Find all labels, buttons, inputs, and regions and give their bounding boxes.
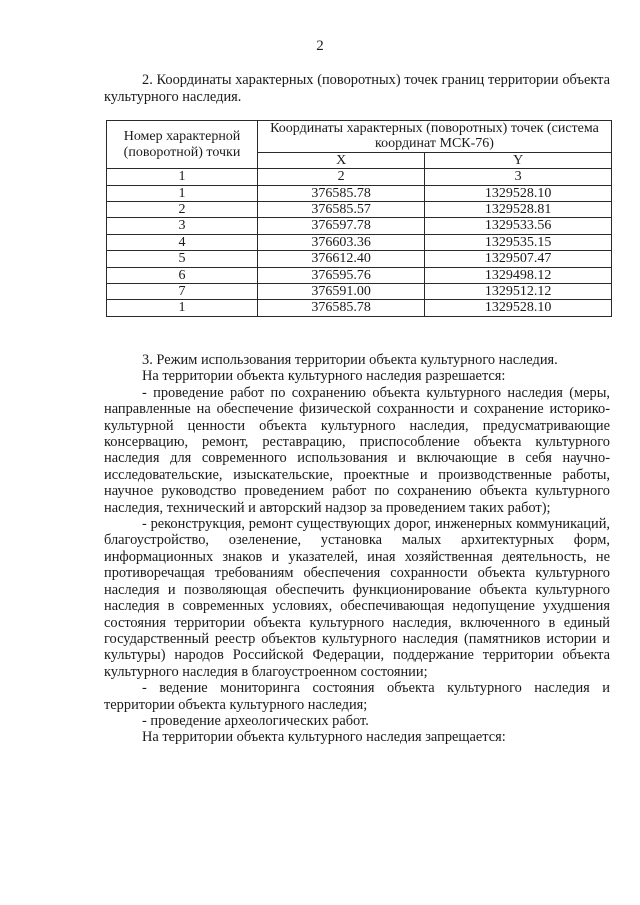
- x-coordinate-cell: 376603.36: [258, 234, 425, 250]
- allowed-item-2: - реконструкция, ремонт существующих дорог, инженерных коммуникаций, благоустройство, озеленение, установка малых архитектурных форм, информационных знаков и указателей, иная хозяйственная деятельность, не противоречащая требованиям обеспечения сохранности объекта культурного наследия и позволяющая обеспечить функционирование объекта культурного наследия в современных условиях, обеспечивающая недопущение ухудшения состояния территории объекта культурного наследия, включенного в единый государственный реестр объектов культурного наследия (памятников истории и культуры) народов Российской Федерации, поддержание территории объекта культурного наследия в благоустроенном состоянии;: [104, 516, 610, 680]
- page-number: 2: [316, 38, 324, 54]
- index-cell: 2: [258, 169, 425, 185]
- point-number-cell: 6: [107, 267, 258, 283]
- y-coordinate-cell: 1329528.10: [425, 300, 612, 316]
- table-row: [107, 300, 612, 316]
- point-number-cell: 3: [107, 218, 258, 234]
- x-coordinate-cell: 376595.76: [258, 267, 425, 283]
- allowed-item-1: - проведение работ по сохранению объекта культурного наследия (меры, направленные на обеспечение физической сохранности и сохранение историко-культурной ценности объекта культурного наследия, предусматривающие консервацию, ремонт, реставрацию, приспособление объекта культурного наследия для современного использования и включающие в себя научно-исследовательские, изыскательские, проектные и производственные работы, научное руководство проведением работ по сохранению объекта культурного наследия, технический и авторский надзор за проведением таких работ);: [104, 384, 610, 516]
- table-row: [107, 284, 612, 300]
- forbidden-intro: На территории объекта культурного наследия запрещается:: [142, 729, 506, 746]
- table-row: [107, 218, 612, 234]
- y-coordinate-cell: 1329528.10: [425, 185, 612, 201]
- point-number-cell: 4: [107, 234, 258, 250]
- y-coordinate-cell: 1329498.12: [425, 267, 612, 283]
- point-number-cell: 1: [107, 185, 258, 201]
- point-number-cell: 2: [107, 202, 258, 218]
- y-coordinate-cell: 1329512.12: [425, 284, 612, 300]
- table-row: [107, 234, 612, 250]
- table-header-row: [107, 121, 612, 153]
- table-row: [107, 251, 612, 267]
- allowed-intro: На территории объекта культурного наследия разрешается:: [142, 368, 506, 385]
- coordinates-table-body: [107, 185, 612, 316]
- x-coordinate-cell: 376597.78: [258, 218, 425, 234]
- point-number-cell: 1: [107, 300, 258, 316]
- y-coordinate-cell: 1329535.15: [425, 234, 612, 250]
- table-row: [107, 185, 612, 201]
- y-coordinate-cell: 1329507.47: [425, 251, 612, 267]
- point-number-cell: 5: [107, 251, 258, 267]
- x-coordinate-cell: 376585.78: [258, 185, 425, 201]
- x-coordinate-cell: 376585.57: [258, 202, 425, 218]
- allowed-item-4: - проведение археологических работ.: [142, 712, 369, 729]
- x-coordinate-cell: 376591.00: [258, 284, 425, 300]
- y-coordinate-cell: 1329533.56: [425, 218, 612, 234]
- section-3-title: 3. Режим использования территории объекта культурного наследия.: [142, 352, 558, 368]
- x-coordinate-cell: 376612.40: [258, 251, 425, 267]
- table-row: [107, 202, 612, 218]
- header-point-number: Номер характерной (поворотной) точки: [107, 121, 258, 169]
- x-coordinate-cell: 376585.78: [258, 300, 425, 316]
- coordinates-table: [106, 120, 612, 317]
- header-coordinates: Координаты характерных (поворотных) точек (система координат МСК-76): [258, 121, 612, 153]
- section-3: [104, 352, 610, 746]
- allowed-item-3: - ведение мониторинга состояния объекта культурного наследия и территории объекта культурного наследия;: [104, 680, 610, 713]
- index-cell: 3: [425, 169, 612, 185]
- table-index-row: [107, 169, 612, 185]
- section-2-heading: 2. Координаты характерных (поворотных) точек границ территории объекта культурного наследия.: [104, 72, 610, 105]
- y-coordinate-cell: 1329528.81: [425, 202, 612, 218]
- index-cell: 1: [107, 169, 258, 185]
- header-x: X: [258, 152, 425, 168]
- table-row: [107, 267, 612, 283]
- header-y: Y: [425, 152, 612, 168]
- point-number-cell: 7: [107, 284, 258, 300]
